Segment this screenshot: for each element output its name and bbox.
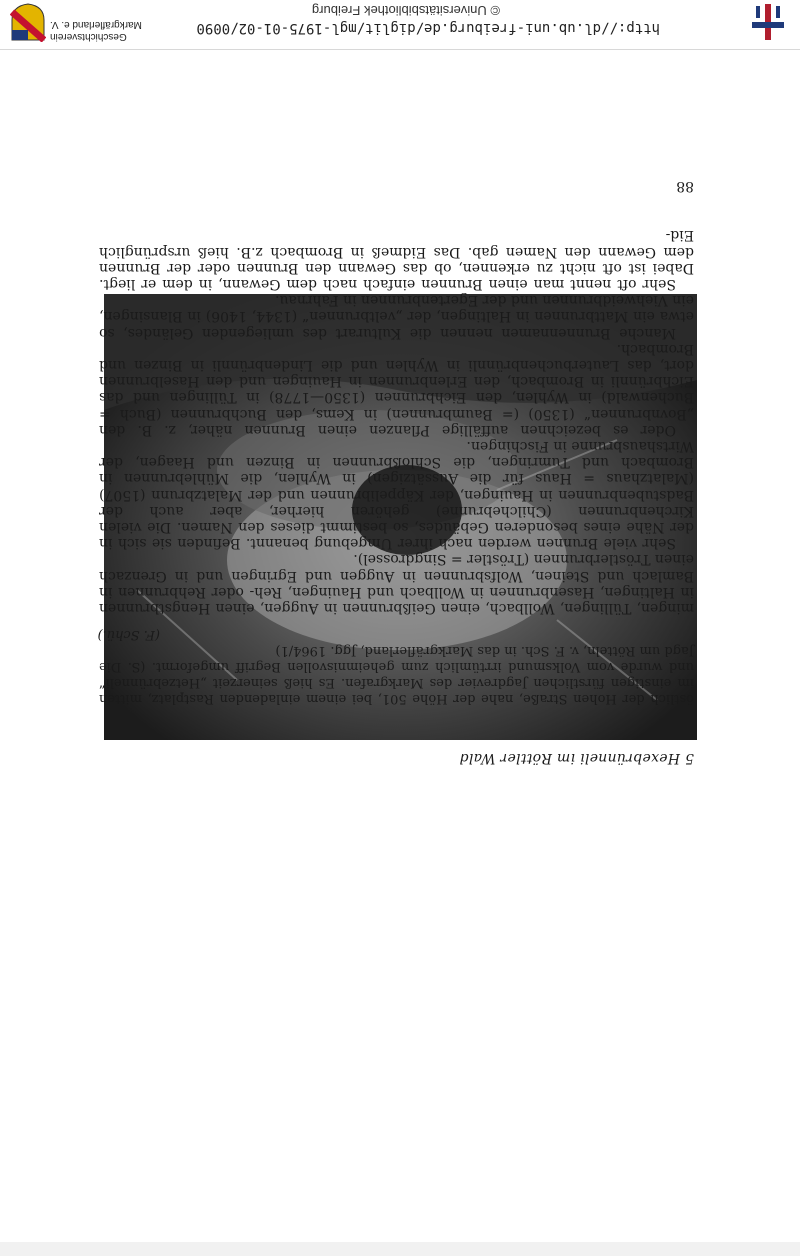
paragraph: Sehr viele Brunnen werden nach ihrer Umgebung benannt. Befinden sie sich in der Nähe eines besonderen Gebäudes, so bestimmt dieses den Namen. Die vielen Kirchenbrunnen (Chilchebrunne) gehören hierher, aber auch der Badstubenbrunnen in Hauingen, der Käppelibrunnen und der Malatzbrunn (1507) (Malatzhaus = Haus für die Aussätzigen) in Wyhlen, die Mühlebrunnen in Brombach und Tumringen, die Schloßbrunnen in Binzen und Haagen, der Wirtshausbrunne in Fischingen. [99,437,694,552]
viewer-header [0,0,800,50]
photo-caption-text: östlich der Hohen Straße, nahe der Höhe 501, bei einem einladenden Rastplatz, mitten im einstigen fürstlichen Jagdrevier des Markgrafen. Es hieß seinerzeit „Hetzebrünneli“ und wurde vom Volksmund irrtümlich zum geheimnisvollen Begriff umgeformt. (S. Die Jagd um Rötteln, v. F. Sch. in das Markgräflerland, Jgg. 1964/1) [99,643,694,706]
association-name: Geschichtsverein Markgräflerland e. V. [50,19,142,42]
markgraeflerland-coat-of-arms-icon[interactable] [10,2,46,42]
document-url-link[interactable]: http://dl.ub.uni-freiburg.de/diglit/mgl-1975-01-02/0090 [196,20,660,36]
header-divider [0,49,800,50]
page-number: 88 [676,178,694,194]
paragraph: Manche Brunnennamen nennen die Kulturart des umliegenden Geländes, so etwa ein Mattbrunnen in Haltingen, der „veltbrunnen“ (1344, 1406) in Blansingen, ein Viehweidbrunnen und der Egertenbrunnen in Fahrnau. [99,292,694,341]
photo-caption-title: 5 Hexebrünneli im Röttler Wald [459,750,694,766]
body-text [99,227,694,616]
paragraph: Oder es bezeichnen auffällige Pflanzen einen Brunnen näher, z. B. den „Bovnbrunnen“ (1350) (= Baumbrunnen) in Kems, den Buchbrunnen (Buch = Buchenwald) in Wyhlen, den Eichbrunnen (1350—1778) in Tüllingen und das Eichbrünnli in Brombach, den Erlenbrunnen in Hauingen und den Haselbrunnen dort, das Lauterbuchenbrünnli in Wyhlen und die Lindenbrünnli in Binzen und Brombach. [99,340,694,438]
paragraph: Sehr oft nennt man einen Brunnen einfach nach dem Gewann, in dem er liegt. Dabei ist oft nicht zu erkennen, ob das Gewann den Brunnen oder der Brunnen dem Gewann den Namen gab. Das Eidmeß in Brombach z.B. hieß ursprünglich Eid- [99,227,694,292]
copyright-notice: © Universitätsbibliothek Freiburg [311,3,500,18]
ub-freiburg-logo-icon[interactable] [748,2,788,42]
paragraph: mingen, Tüllingen, Wollbach, einen Geißbrunnen in Auggen, einen Hengstbrunnen in Haltingen, Hasenbrunnen in Wollbach und Hauingen, Reh- oder Rehbrunnen in Bamlach und Steinen, Wolfsbrunnen in Auggen und Egringen und in Grenzach einen Tröstlerbrunnen (Tröstler = Singdrossel). [99,551,694,616]
viewer-footer-strip [0,1242,800,1256]
photo-credit: (F. Schü.) [97,627,160,642]
